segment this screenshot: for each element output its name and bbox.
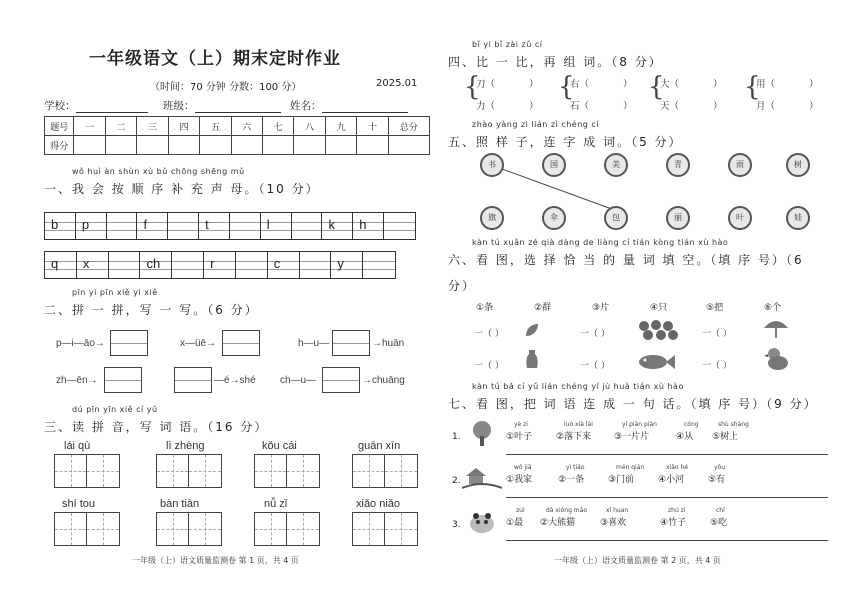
s1r2-cell-3 [140, 252, 172, 278]
score-cell-4[interactable] [168, 136, 199, 155]
s6-option-2: ②群 [534, 303, 552, 313]
s6-blank-2[interactable]: 一（ ） [580, 329, 610, 339]
section-6-title-cont: 分） [448, 279, 477, 293]
score-header-11: 总分 [388, 117, 429, 136]
s5-top-2[interactable]: 国 [542, 153, 566, 177]
s3-word-4-pinyin: guān xīn [358, 440, 401, 452]
s4-pair-2-a: 右（ ） [570, 79, 633, 90]
score-header-1: 一 [74, 117, 105, 136]
s3-word-3-pinyin: kǒu cái [262, 440, 297, 452]
s5-top-1[interactable]: 书 [480, 153, 504, 177]
s5-top-5[interactable]: 雨 [728, 153, 752, 177]
house-river-picture [462, 464, 502, 490]
s2-box-1[interactable] [110, 330, 148, 356]
score-cell-5[interactable] [200, 136, 231, 155]
s1r2-letter-3: ch [146, 256, 161, 271]
tree-picture [464, 420, 500, 446]
s3-grid-3[interactable] [254, 454, 320, 488]
s7-r2-py-1: wǒ jiā [514, 464, 532, 471]
s4-pinyin: bǐ yi bǐ zài zǔ cí [472, 40, 543, 49]
score-header-9: 九 [325, 117, 356, 136]
s1r1-letter-10: h [359, 217, 367, 232]
brace-2: { [558, 72, 575, 102]
s1r2-cell-10[interactable] [363, 252, 395, 278]
s1r2-cell-5 [204, 252, 236, 278]
s7-r1-py-5: shù shàng [718, 421, 749, 428]
name-line[interactable] [322, 101, 408, 113]
s7-r1-py-4: cóng [684, 421, 699, 428]
s2-box-2[interactable] [222, 330, 260, 356]
s1r2-cell-1 [77, 252, 109, 278]
s7-r2-py-4: xiǎo hé [666, 464, 688, 471]
s6-option-4: ④只 [650, 303, 668, 313]
s2-pinyin: pīn yi pīn xiě yi xiě [72, 288, 158, 297]
brace-3: { [648, 72, 665, 102]
section-6-title: 六、看 图，选 择 恰 当 的 量 词 填 空。（填 序 号）（6 [448, 253, 804, 267]
score-header-7: 七 [263, 117, 294, 136]
brace-1: { [464, 72, 481, 102]
score-header-3: 三 [137, 117, 168, 136]
s6-option-1: ①条 [476, 303, 494, 313]
score-header-4: 四 [168, 117, 199, 136]
vase-icon [524, 348, 540, 372]
s3-grid-1[interactable] [54, 454, 120, 488]
s3-word-1-pinyin: lái qù [64, 440, 91, 452]
s1r2-letter-0: q [51, 256, 59, 271]
s7-r2-word-5: ⑤有 [708, 475, 726, 485]
s2-item-7: ch—u— [280, 375, 317, 386]
section-5-title: 五、照 样 子，连 字 成 词。（5 分） [448, 135, 683, 149]
s7-r1-word-4: ④从 [676, 432, 694, 442]
s7-pinyin: kàn tú bǎ cí yǔ lián chéng yí jù huà tián xù hào [472, 382, 684, 391]
s5-bottom-2[interactable]: 伞 [542, 206, 566, 230]
score-cell-1[interactable] [74, 136, 105, 155]
s3-grid-2[interactable] [156, 454, 222, 488]
section-3-title: 三、读 拼 音，写 词 语。（16 分） [44, 420, 269, 434]
s7-r2-word-3: ③门前 [608, 475, 635, 485]
s3-word-7-pinyin: nǚ zǐ [264, 498, 288, 510]
s4-pair-4-a: 用（ ） [756, 79, 819, 90]
school-field[interactable] [44, 98, 148, 113]
s1r2-cell-0 [45, 252, 77, 278]
s7-r3-word-3: ③喜欢 [600, 518, 627, 528]
score-row-label: 得分 [45, 136, 74, 155]
s1-grid-row-1 [44, 212, 416, 240]
class-field[interactable] [163, 98, 281, 113]
s7-r3-word-5: ⑤吃 [710, 518, 728, 528]
s7-r1-answer-line[interactable] [506, 454, 828, 455]
class-line[interactable] [195, 101, 281, 113]
s1r2-cell-6[interactable] [236, 252, 268, 278]
page-2-footer: 一年级（上）语文质量监测卷 第 2 页，共 4 页 [554, 556, 721, 565]
s7-r3-py-3: xǐ huan [606, 507, 629, 514]
s7-r2-py-5: yǒu [714, 464, 726, 471]
s1r1-cell-8[interactable] [292, 213, 323, 239]
s1r1-cell-9 [322, 213, 353, 239]
s1r1-letter-0: b [51, 217, 59, 232]
s2-box-5[interactable] [174, 367, 212, 393]
s2-box-4[interactable] [104, 367, 142, 393]
s3-grid-6[interactable] [156, 512, 222, 546]
s1r1-letter-9: k [328, 217, 335, 232]
s1r1-letter-7: l [266, 217, 270, 232]
s4-pair-2-b: 石（ ） [570, 101, 633, 112]
s5-example-line [490, 160, 660, 216]
umbrella-icon [762, 316, 790, 340]
s2-item-8: →chuāng [362, 375, 405, 386]
brace-4: { [744, 72, 761, 102]
s3-word-5-pinyin: shí tou [62, 498, 96, 510]
s5-top-6[interactable]: 树 [786, 153, 810, 177]
score-header-row [45, 117, 430, 136]
score-header-5: 五 [200, 117, 231, 136]
s7-r3-py-5: chī [716, 507, 725, 514]
s7-r3-word-1: ①最 [506, 518, 524, 528]
s3-word-6-pinyin: bàn tiān [160, 498, 200, 510]
s6-blank-1[interactable]: 一（ ） [474, 329, 504, 339]
s2-item-3: h—u— [298, 338, 330, 349]
score-header-10: 十 [357, 117, 388, 136]
s2-box-3[interactable] [332, 330, 370, 356]
s4-pair-3-b: 天（ ） [660, 101, 723, 112]
chick-icon [764, 346, 790, 372]
s6-option-6: ⑥个 [764, 303, 782, 313]
s1r1-cell-0 [45, 213, 76, 239]
s1-grid-row-2 [44, 251, 396, 279]
s1r2-cell-7 [268, 252, 300, 278]
score-header-2: 二 [105, 117, 136, 136]
panda-picture [464, 508, 500, 534]
s5-bottom-3[interactable]: 包 [604, 206, 628, 230]
s4-pair-1-a: 刀（ ） [476, 79, 539, 90]
exam-date: 2025.01 [376, 78, 418, 89]
score-cell-8[interactable] [294, 136, 325, 155]
s5-bottom-5[interactable]: 叶 [728, 206, 752, 230]
s6-blank-3[interactable]: 一（ ） [702, 329, 732, 339]
s5-top-3[interactable]: 美 [604, 153, 628, 177]
score-value-row [45, 136, 430, 155]
s1r2-cell-4[interactable] [172, 252, 204, 278]
s1r1-cell-10 [353, 213, 384, 239]
s7-r2-word-4: ④小河 [658, 475, 685, 485]
s7-r2-word-1: ①我家 [506, 475, 533, 485]
s2-box-6[interactable] [322, 367, 360, 393]
s1r1-cell-4[interactable] [168, 213, 199, 239]
score-cell-9[interactable] [325, 136, 356, 155]
s1r1-cell-11[interactable] [384, 213, 415, 239]
s7-r3-py-4: zhú zi [668, 507, 686, 514]
score-header-6: 六 [231, 117, 262, 136]
s7-r2-answer-line[interactable] [506, 497, 828, 498]
s3-grid-5[interactable] [54, 512, 120, 546]
s4-pair-4-b: 月（ ） [756, 101, 819, 112]
s6-pinyin: kàn tú xuǎn zé qià dàng de liàng cí tián kòng tián xù hào [472, 238, 729, 247]
exam-title: 一年级语文（上）期末定时作业 [89, 49, 341, 69]
s3-grid-7[interactable] [254, 512, 320, 546]
s2-item-2: x—üē→ [180, 338, 217, 349]
s7-r3-word-2: ②大熊猫 [540, 518, 576, 528]
s7-r1-py-1: yè zi [514, 421, 528, 428]
section-1-title: 一、我 会 按 顺 序 补 充 声 母。（10 分） [44, 182, 320, 196]
leaf-icon [524, 322, 540, 338]
s5-bottom-6[interactable]: 娃 [786, 206, 810, 230]
s7-r1-py-2: luò xià lái [564, 421, 593, 428]
s1r1-cell-1 [76, 213, 107, 239]
s3-grid-8[interactable] [352, 512, 418, 546]
s4-pair-1-b: 力（ ） [476, 101, 539, 112]
s1r1-letter-5: t [205, 217, 209, 232]
score-cell-11[interactable] [388, 136, 429, 155]
section-2-title: 二、拼 一 拼，写 一 写。（6 分） [44, 303, 259, 317]
s1r1-letter-1: p [81, 217, 90, 232]
fish-icon [636, 352, 676, 372]
s7-r1-word-3: ③一片片 [614, 432, 650, 442]
s1r2-cell-2[interactable] [109, 252, 141, 278]
s2-item-6: —é→shé [214, 375, 256, 386]
score-header-8: 八 [294, 117, 325, 136]
name-label: 姓名： [290, 100, 322, 112]
section-7-title: 七、看 图，把 词 语 连 成 一 句 话。（填 序 号）（9 分） [448, 397, 818, 411]
s7-r2-word-2: ②一条 [558, 475, 585, 485]
s1r1-cell-6[interactable] [230, 213, 261, 239]
s1r2-letter-1: x [82, 256, 90, 271]
s1r2-cell-9 [331, 252, 363, 278]
s1r1-cell-7 [261, 213, 292, 239]
s7-row-3-num: 3. [452, 520, 461, 530]
score-header-0: 题号 [45, 117, 74, 136]
s7-row-2-num: 2. [452, 476, 461, 486]
s5-top-4[interactable]: 青 [666, 153, 690, 177]
s3-word-2-pinyin: lì zhèng [166, 440, 205, 452]
s1-pinyin: wǒ huì àn shùn xù bǔ chōng shēng mǔ [72, 167, 245, 176]
exam-subtitle: （时间：70 分钟 分数：100 分） [150, 82, 302, 93]
s2-item-5: zh—ēn→ [56, 375, 98, 386]
s1r2-letter-9: y [337, 256, 344, 271]
school-line[interactable] [76, 101, 148, 113]
page-1-footer: 一年级（上）语文质量监测卷 第 1 页，共 4 页 [132, 556, 299, 565]
s1r1-cell-3 [137, 213, 168, 239]
section-4-title: 四、比 一 比，再 组 词。（8 分） [448, 55, 663, 69]
exam-page-2 [430, 0, 860, 607]
s7-r1-word-1: ①叶子 [506, 432, 533, 442]
s2-item-4: →huān [372, 338, 405, 349]
s7-row-1-num: 1. [452, 432, 461, 442]
s7-r3-answer-line[interactable] [506, 540, 828, 541]
s3-pinyin: dú pīn yīn xiě cí yǔ [72, 405, 158, 414]
s3-grid-4[interactable] [352, 454, 418, 488]
s7-r2-py-3: mén qián [616, 464, 645, 471]
score-cell-6[interactable] [231, 136, 262, 155]
s6-option-3: ③片 [592, 303, 610, 313]
score-cell-10[interactable] [357, 136, 388, 155]
score-table [44, 116, 430, 155]
s7-r1-word-2: ②落下来 [556, 432, 592, 442]
s1r2-cell-8[interactable] [300, 252, 332, 278]
s7-r2-py-2: yì tiáo [566, 464, 585, 471]
s5-pinyin: zhào yàng zi lián zì chéng cí [472, 120, 600, 129]
score-cell-7[interactable] [263, 136, 294, 155]
s1r1-letter-3: f [143, 217, 148, 232]
s7-r3-py-2: dà xióng māo [546, 507, 587, 514]
s4-pair-3-a: 大（ ） [660, 79, 723, 90]
s6-blank-5[interactable]: 一（ ） [580, 361, 610, 371]
score-cell-3[interactable] [137, 136, 168, 155]
sheep-group-icon [636, 318, 680, 342]
s7-r1-word-5: ⑤树上 [712, 432, 739, 442]
name-field[interactable] [290, 98, 408, 113]
s7-r1-py-3: yí piàn piàn [622, 421, 657, 428]
s1r2-letter-5: r [210, 256, 215, 271]
s6-blank-4[interactable]: 一（ ） [474, 361, 504, 371]
s1r1-cell-5 [199, 213, 230, 239]
s6-option-5: ⑤把 [706, 303, 724, 313]
s3-word-8-pinyin: xiǎo niǎo [356, 498, 401, 510]
s6-blank-6[interactable]: 一（ ） [702, 361, 732, 371]
s1r2-letter-7: c [273, 256, 281, 271]
s7-r3-word-4: ④竹子 [660, 518, 687, 528]
score-cell-2[interactable] [105, 136, 136, 155]
s5-bottom-4[interactable]: 丽 [666, 206, 690, 230]
s5-bottom-1[interactable]: 旗 [480, 206, 504, 230]
class-label: 班级： [163, 100, 195, 112]
s7-r3-py-1: zuì [516, 507, 525, 514]
s2-item-1: p—i—āo→ [56, 338, 105, 349]
school-label: 学校： [44, 100, 76, 112]
s1r1-cell-2[interactable] [107, 213, 138, 239]
